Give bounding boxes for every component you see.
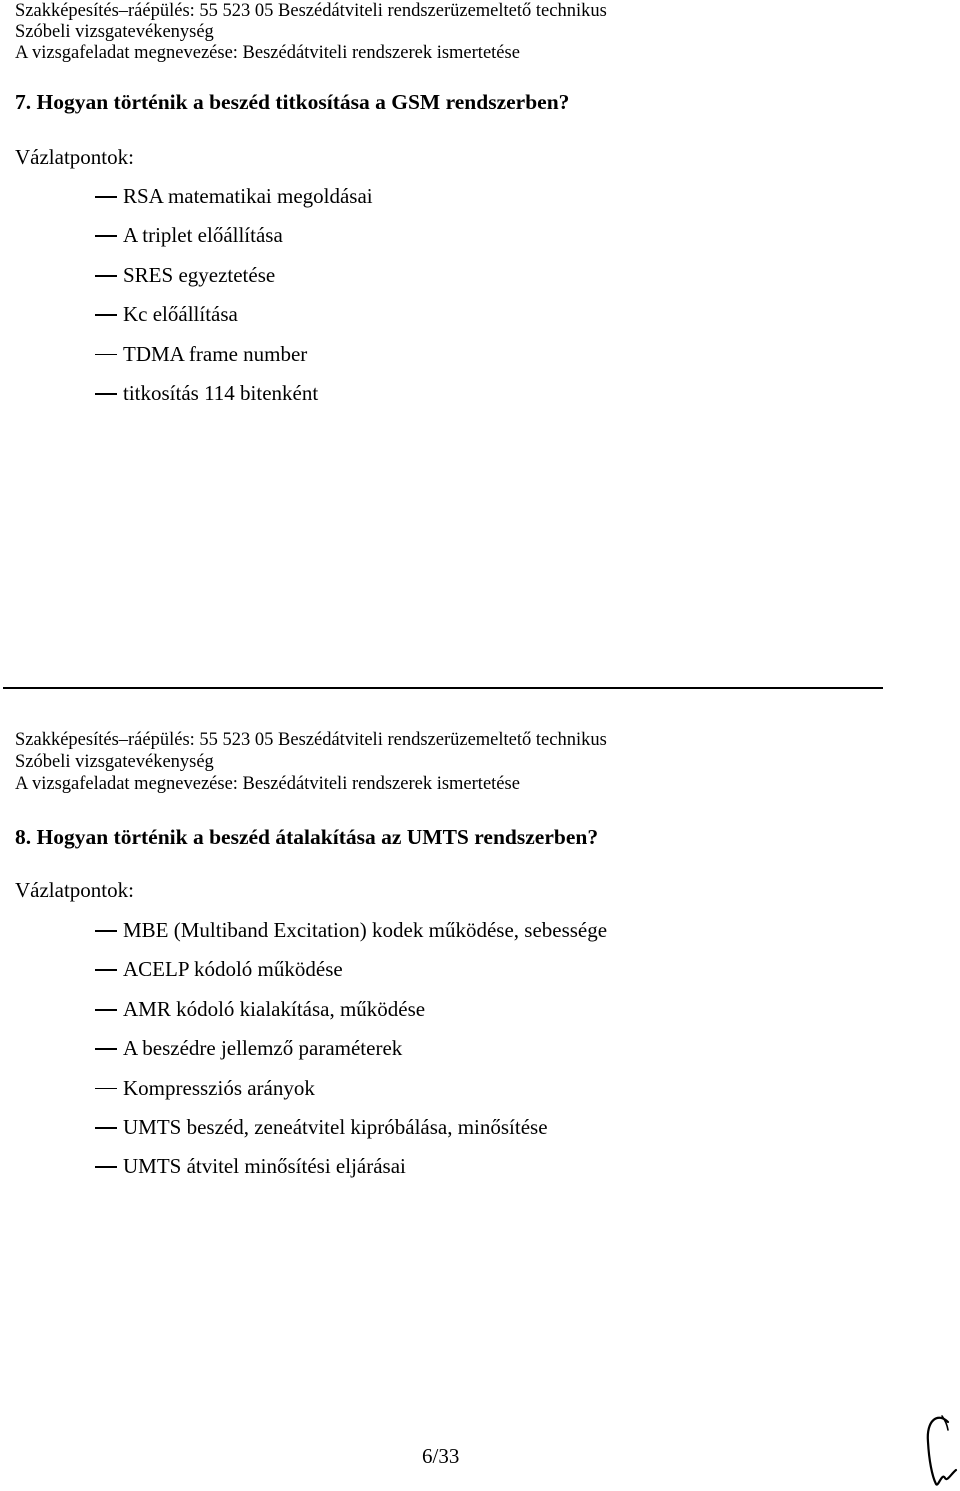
dash-bullet-icon bbox=[95, 393, 117, 395]
exam-header-line-3: A vizsgafeladat megnevezése: Beszédátviteli rendszerek ismertetése bbox=[15, 43, 520, 63]
dash-bullet-icon bbox=[95, 314, 117, 316]
outline-label: Vázlatpontok: bbox=[15, 145, 134, 169]
signature-scribble-icon bbox=[918, 1412, 960, 1490]
dash-bullet-icon bbox=[95, 1166, 117, 1168]
dash-bullet-icon bbox=[95, 196, 117, 198]
dash-bullet-icon bbox=[95, 1127, 117, 1129]
dash-bullet-icon bbox=[95, 1088, 117, 1090]
question-7-title: 7. Hogyan történik a beszéd titkosítása a GSM rendszerben? bbox=[15, 90, 570, 114]
dash-bullet-icon bbox=[95, 1048, 117, 1050]
page-number: 6/33 bbox=[422, 1444, 460, 1468]
exam-header-line-3: A vizsgafeladat megnevezése: Beszédátviteli rendszerek ismertetése bbox=[15, 774, 520, 794]
dash-bullet-icon bbox=[95, 235, 117, 237]
dash-bullet-icon bbox=[95, 354, 117, 356]
question-8-title: 8. Hogyan történik a beszéd átalakítása az UMTS rendszerben? bbox=[15, 825, 599, 849]
outline-label: Vázlatpontok: bbox=[15, 878, 134, 902]
dash-bullet-icon bbox=[95, 275, 117, 277]
exam-header-line-1: Szakképesítés–ráépülés: 55 523 05 Beszédátviteli rendszerüzemeltető technikus bbox=[15, 1, 607, 21]
exam-header-line-1: Szakképesítés–ráépülés: 55 523 05 Beszédátviteli rendszerüzemeltető technikus bbox=[15, 730, 607, 750]
page-separator-line bbox=[3, 687, 883, 689]
dash-bullet-icon bbox=[95, 930, 117, 932]
exam-header-line-2: Szóbeli vizsgatevékenység bbox=[15, 752, 214, 772]
dash-bullet-icon bbox=[95, 969, 117, 971]
dash-bullet-icon bbox=[95, 1009, 117, 1011]
exam-header-line-2: Szóbeli vizsgatevékenység bbox=[15, 22, 214, 42]
